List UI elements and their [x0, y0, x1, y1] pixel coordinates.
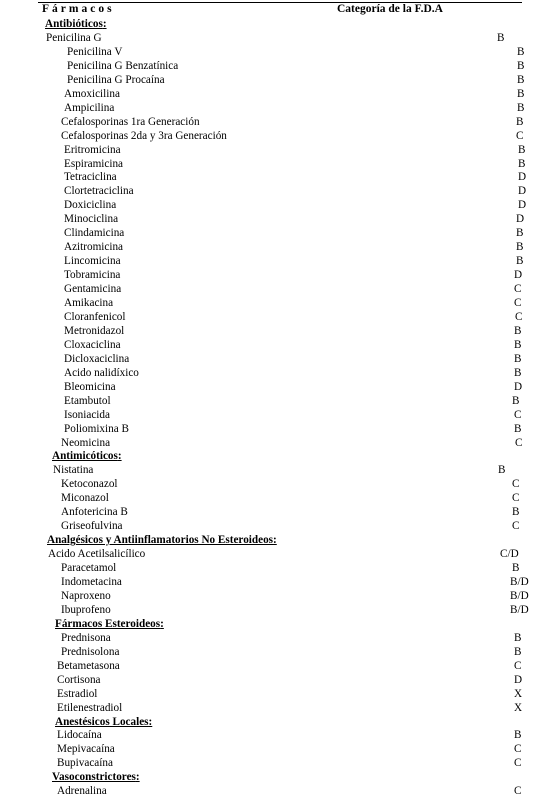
fda-category: D [518, 185, 527, 198]
fda-category: C [514, 297, 522, 309]
drug-name: Penicilina G [46, 31, 102, 44]
fda-category: B/D [510, 603, 529, 616]
fda-category: B [497, 31, 505, 44]
drug-name: Cortisona [57, 673, 101, 686]
fda-category: B [514, 631, 522, 644]
drug-name: Tobramicina [64, 269, 121, 282]
fda-category: B [516, 255, 524, 268]
fda-category: B [517, 59, 525, 72]
fda-category: B [514, 366, 522, 379]
drug-name: Etilenestradiol [57, 701, 123, 714]
drug-name: Bleomicina [64, 380, 116, 393]
drug-name: Acido Acetilsalicílico [48, 548, 146, 561]
fda-category: B [517, 73, 525, 86]
fda-category: B [498, 464, 506, 477]
fda-category: B [516, 241, 524, 254]
column-header-fda-category: Categoría de la F.D.A [337, 3, 443, 15]
fda-category: B/D [510, 576, 529, 588]
drug-name: Gentamicina [64, 283, 122, 296]
fda-category: D [518, 171, 527, 184]
fda-category: X [514, 687, 523, 700]
drug-name: Lidocaína [57, 729, 102, 742]
fda-category: C [514, 283, 522, 296]
drug-name: Ketoconazol [61, 478, 118, 491]
drug-name: Paracetamol [61, 562, 117, 575]
drug-name: Cloxaciclina [64, 338, 121, 351]
fda-category: C [515, 310, 523, 323]
drug-name: Isoniacida [64, 408, 110, 421]
fda-category: B [514, 422, 522, 435]
fda-category: C [514, 757, 522, 770]
section-title-text: Vasoconstrictores [52, 771, 136, 784]
drug-name: Etambutol [64, 394, 111, 407]
fda-category: B [514, 645, 522, 658]
fda-category: B [514, 352, 522, 365]
drug-name: Minociclina [64, 213, 119, 226]
section-title-colon: : [135, 771, 140, 784]
drug-name: Dicloxaciclina [64, 352, 130, 365]
section-title-text: Analgésicos y Antiinflamatorios No Esteroideos [47, 534, 274, 547]
fda-category: B [518, 143, 526, 156]
section-title [45, 17, 107, 31]
drug-name: Indometacina [61, 576, 122, 588]
drug-name: Betametasona [57, 659, 120, 672]
fda-category: B [514, 324, 522, 337]
drug-name: Anfotericina B [61, 506, 128, 519]
fda-category: C [514, 408, 522, 421]
drug-name: Estradiol [57, 687, 98, 700]
drug-name: Mepivacaína [57, 743, 115, 756]
drug-name: Neomicina [61, 436, 111, 449]
section-title-colon: : [148, 715, 153, 728]
drug-name: Ampicilina [64, 101, 115, 114]
fda-category: B [516, 227, 524, 240]
section-title [52, 770, 140, 784]
drug-name: Prednisolona [61, 645, 120, 658]
fda-category: D [514, 269, 523, 282]
fda-category: B/D [510, 589, 529, 602]
fda-category: B [512, 394, 520, 407]
column-header-drugs: Fármacos [42, 3, 115, 15]
drug-name: Eritromicina [64, 143, 121, 156]
section-title [52, 449, 122, 463]
drug-name: Espiramicina [64, 157, 124, 170]
fda-category: B [516, 115, 524, 128]
section-title [55, 715, 152, 729]
fda-category: B [514, 729, 522, 742]
fda-category: C/D [500, 548, 519, 561]
fda-category: B [514, 338, 522, 351]
section-title-text: Antimicóticos [52, 450, 118, 463]
fda-category: C [512, 520, 520, 533]
fda-category: B [517, 45, 525, 58]
drug-name: Clortetraciclina [64, 185, 134, 198]
drug-name: Penicilina G Procaína [67, 73, 165, 86]
fda-category: D [518, 199, 527, 212]
fda-category: C [514, 785, 522, 798]
section-title-colon: : [273, 534, 277, 547]
drug-name: Miconazol [61, 492, 109, 505]
fda-category: D [514, 380, 523, 393]
drug-name: Tetraciclina [64, 171, 117, 184]
section-title-colon: : [102, 18, 107, 30]
section-title-text: Antibióticos [45, 18, 103, 30]
fda-category: B [518, 157, 526, 170]
fda-category: C [512, 478, 520, 491]
drug-name: Amoxicilina [64, 87, 120, 100]
section-title-text: Anestésicos Locales [55, 715, 149, 728]
fda-category: B [512, 562, 520, 575]
fda-category: B [517, 101, 525, 114]
drug-name: Acido nalidíxico [64, 366, 139, 379]
drug-name: Lincomicina [64, 255, 121, 268]
drug-name: Bupivacaína [57, 757, 113, 770]
section-title-colon: : [117, 450, 122, 463]
drug-name: Poliomixina B [64, 422, 129, 435]
drug-name: Metronidazol [64, 324, 125, 337]
drug-name: Azitromicina [64, 241, 124, 254]
fda-category: C [514, 743, 522, 756]
drug-name: Doxiciclina [64, 199, 117, 212]
fda-category: C [516, 129, 524, 142]
drug-name: Griseofulvina [61, 520, 123, 533]
fda-category: D [514, 673, 523, 686]
fda-category: X [514, 701, 523, 714]
fda-category: B [517, 87, 525, 100]
drug-name: Prednisona [61, 631, 111, 644]
section-title-text: Fármacos Esteroideos [55, 617, 161, 630]
drug-name: Adrenalina [57, 785, 107, 798]
fda-category: C [512, 492, 520, 505]
section-title [55, 617, 164, 631]
drug-name: Cloranfenicol [64, 310, 126, 323]
drug-name: Ibuprofeno [61, 603, 111, 616]
fda-category: C [514, 659, 522, 672]
drug-name: Cefalosporinas 1ra Generación [61, 115, 200, 128]
section-title [47, 533, 277, 547]
drug-name: Penicilina G Benzatínica [67, 59, 179, 72]
drug-name: Clindamicina [64, 227, 125, 240]
drug-name: Amikacina [64, 297, 114, 309]
drug-name: Nistatina [53, 464, 94, 477]
section-title-colon: : [160, 617, 164, 630]
fda-category: C [515, 436, 523, 449]
drug-name: Penicilina V [67, 45, 123, 58]
fda-category: D [516, 213, 525, 226]
fda-category: B [512, 506, 520, 519]
drug-name: Cefalosporinas 2da y 3ra Generación [61, 129, 227, 142]
drug-name: Naproxeno [61, 589, 111, 602]
